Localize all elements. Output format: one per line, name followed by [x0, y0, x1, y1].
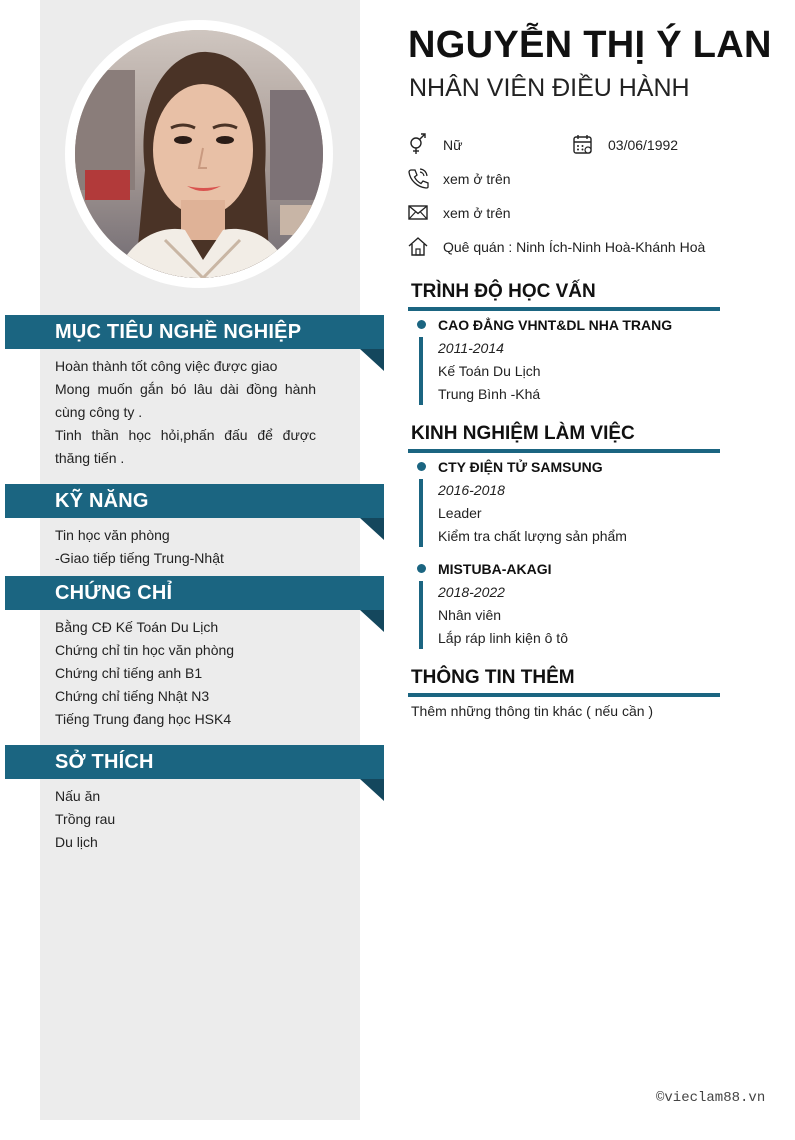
home-icon [407, 235, 429, 257]
experience-period: 2018-2022 [438, 584, 505, 600]
certificate-item: Tiếng Trung đang học HSK4 [55, 711, 232, 727]
certificates-title: CHỨNG CHỈ [55, 582, 173, 604]
hobby-item: Nấu ăn [55, 788, 101, 804]
objective-header [5, 315, 384, 349]
objective-title: MỤC TIÊU NGHỀ NGHIỆP [55, 321, 302, 343]
additional-text: Thêm những thông tin khác ( nếu cần ) [411, 703, 654, 719]
hobbies-header [5, 745, 384, 779]
education-title: TRÌNH ĐỘ HỌC VẤN [411, 281, 596, 302]
phone-icon [407, 167, 429, 189]
skills-list [55, 524, 316, 570]
certificate-item: Chứng chỉ tiếng anh B1 [55, 665, 203, 681]
timeline-dot [417, 320, 426, 329]
hobby-item: Trồng rau [55, 811, 116, 827]
avatar [75, 30, 323, 278]
hobbies-title: SỞ THÍCH [55, 751, 154, 773]
experience-role: Leader [438, 505, 482, 521]
experience-title: KINH NGHIỆM LÀM VIỆC [411, 423, 635, 444]
education-period: 2011-2014 [438, 340, 504, 356]
hobbies-list [55, 785, 316, 854]
additional-rule [408, 693, 720, 697]
candidate-name: NGUYỄN THỊ Ý LAN [408, 24, 772, 66]
timeline-dot [417, 564, 426, 573]
certificate-item: Bằng CĐ Kế Toán Du Lịch [55, 619, 219, 635]
objective-line: Tinh thần học hỏi,phấn đấu để được thăng tiến . [55, 427, 316, 466]
certificate-item: Chứng chỉ tiếng Nhật N3 [55, 688, 210, 704]
experience-period: 2016-2018 [438, 482, 505, 498]
skills-header-fold [360, 518, 384, 540]
watermark: ©vieclam88.vn [656, 1090, 766, 1106]
hobby-item: Du lịch [55, 834, 98, 850]
education-grade: Trung Bình -Khá [438, 386, 541, 402]
calendar-icon [572, 133, 594, 155]
education-school: CAO ĐẲNG VHNT&DL NHA TRANG [438, 317, 673, 333]
experience-description: Kiểm tra chất lượng sản phẩm [438, 528, 627, 544]
timeline-dot [417, 462, 426, 471]
phone-value: xem ở trên [443, 171, 511, 187]
experience-role: Nhân viên [438, 607, 502, 623]
experience-description: Lắp ráp linh kiện ô tô [438, 630, 568, 646]
skills-header [5, 484, 384, 518]
timeline-line [419, 337, 423, 405]
objective-list [55, 355, 316, 470]
gender-icon [407, 133, 429, 155]
skill-item: -Giao tiếp tiếng Trung-Nhật [55, 550, 224, 566]
certificates-header-fold [360, 610, 384, 632]
gender-value: Nữ [443, 137, 463, 153]
education-major: Kế Toán Du Lịch [438, 363, 541, 379]
birthday-value: 03/06/1992 [608, 137, 679, 153]
timeline-line [419, 581, 423, 649]
experience-company: MISTUBA-AKAGI [438, 561, 552, 577]
experience-company: CTY ĐIỆN TỬ SAMSUNG [438, 459, 603, 475]
objective-header-fold [360, 349, 384, 371]
avatar-frame [65, 20, 333, 288]
additional-title: THÔNG TIN THÊM [411, 667, 575, 688]
timeline-line [419, 479, 423, 547]
objective-line: Mong muốn gắn bó lâu dài đồng hành cùng công ty . [55, 381, 316, 420]
certificates-list [55, 616, 316, 731]
email-value: xem ở trên [443, 205, 511, 221]
education-rule [408, 307, 720, 311]
certificate-item: Chứng chỉ tin học văn phòng [55, 642, 235, 658]
hometown-value: Quê quán : Ninh Ích-Ninh Hoà-Khánh Hoà [443, 239, 706, 255]
hobbies-header-fold [360, 779, 384, 801]
skill-item: Tin học văn phòng [55, 527, 170, 543]
experience-rule [408, 449, 720, 453]
objective-line: Hoàn thành tốt công việc được giao [55, 358, 278, 374]
certificates-header [5, 576, 384, 610]
skills-title: KỸ NĂNG [55, 490, 149, 512]
candidate-position: NHÂN VIÊN ĐIỀU HÀNH [409, 74, 690, 102]
mail-icon [407, 201, 429, 223]
avatar-photo [75, 30, 323, 278]
